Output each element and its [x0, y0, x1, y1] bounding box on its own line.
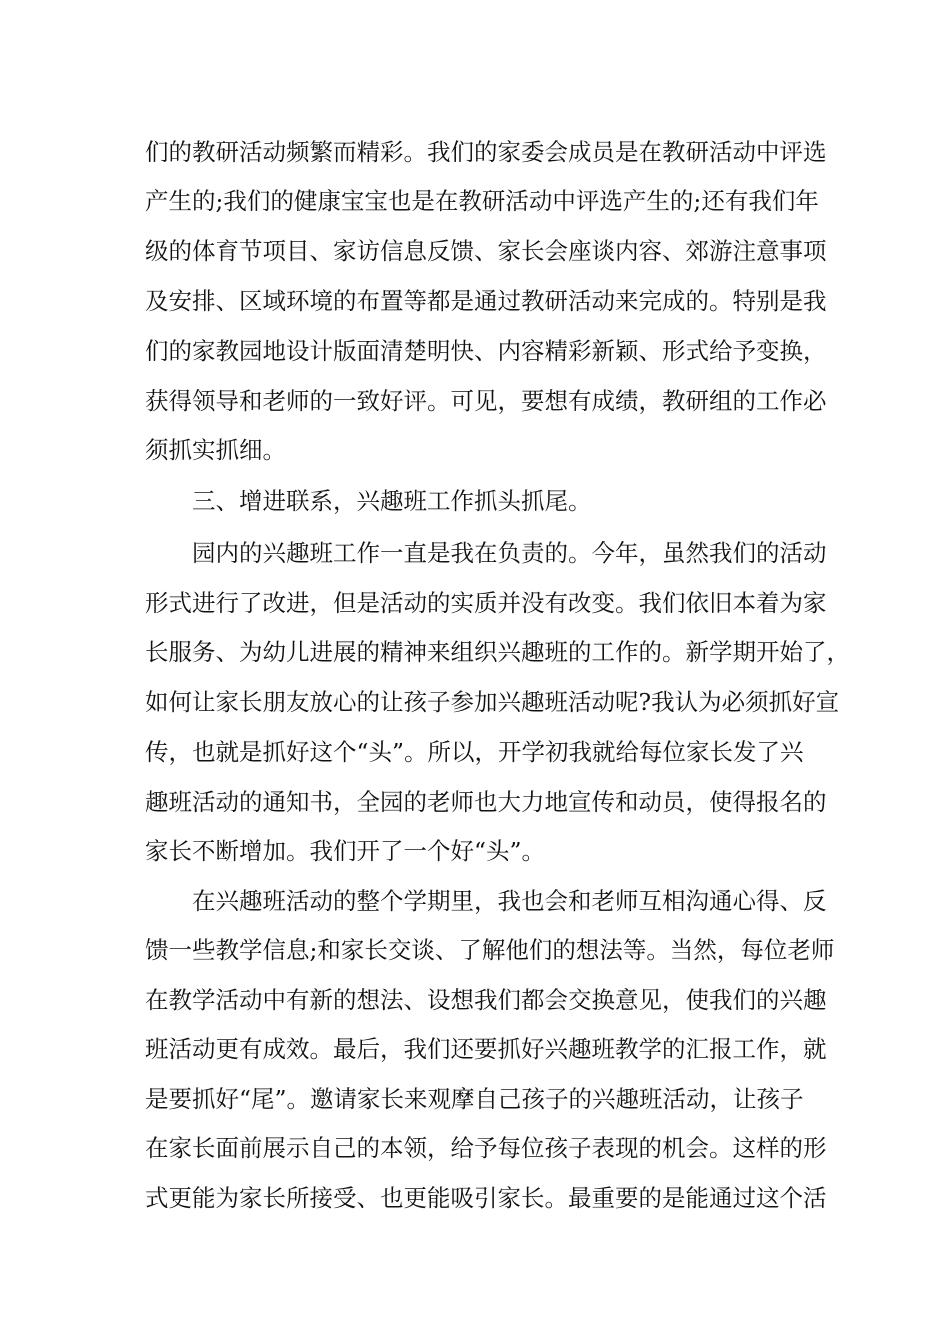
text-line: 传，也就是抓好这个“头”。所以，开学初我就给每位家长发了兴 — [145, 738, 804, 766]
text-line: 馈一些教学信息;和家长交谈、了解他们的想法等。当然，每位老师 — [145, 936, 835, 964]
text-line: 级的体育节项目、家访信息反馈、家长会座谈内容、郊游注意事项 — [145, 237, 827, 265]
text-line: 班活动更有成效。最后，我们还要抓好兴趣班教学的汇报工作，就 — [145, 1035, 827, 1063]
text-line: 园内的兴趣班工作一直是我在负责的。今年，虽然我们的活动 — [192, 539, 827, 567]
text-line: 在教学活动中有新的想法、设想我们都会交换意见，使我们的兴趣 — [145, 986, 827, 1014]
text-line: 长服务、为幼儿进展的精神来组织兴趣班的工作的。新学期开始了， — [145, 638, 850, 666]
text-line: 在家长面前展示自己的本领，给予每位孩子表现的机会。这样的形 — [145, 1134, 827, 1162]
text-line: 须抓实抓细。 — [145, 436, 286, 464]
text-line: 获得领导和老师的一致好评。可见，要想有成绩，教研组的工作必 — [145, 387, 827, 415]
text-line: 家长不断增加。我们开了一个好“头”。 — [145, 837, 546, 865]
text-line: 形式进行了改进，但是活动的实质并没有改变。我们依旧本着为家 — [145, 589, 827, 617]
text-line: 趣班活动的通知书，全园的老师也大力地宣传和动员，使得报名的 — [145, 788, 827, 816]
text-line: 及安排、区域环境的布置等都是通过教研活动来完成的。特别是我 — [145, 287, 827, 315]
text-line: 们的教研活动频繁而精彩。我们的家委会成员是在教研活动中评选 — [145, 138, 827, 166]
text-line: 是要抓好“尾”。邀请家长来观摩自己孩子的兴趣班活动，让孩子 — [145, 1085, 804, 1113]
text-line: 如何让家长朋友放心的让孩子参加兴趣班活动呢?我认为必须抓好宣 — [145, 688, 840, 716]
text-line: 产生的;我们的健康宝宝也是在教研活动中评选产生的;还有我们年 — [145, 187, 819, 215]
text-line: 在兴趣班活动的整个学期里，我也会和老师互相沟通心得、反 — [192, 887, 827, 915]
section-heading: 三、增进联系，兴趣班工作抓头抓尾。 — [192, 487, 592, 515]
text-line: 们的家教园地设计版面清楚明快、内容精彩新颖、形式给予变换， — [145, 337, 827, 365]
text-line: 式更能为家长所接受、也更能吸引家长。最重要的是能通过这个活 — [145, 1184, 827, 1212]
